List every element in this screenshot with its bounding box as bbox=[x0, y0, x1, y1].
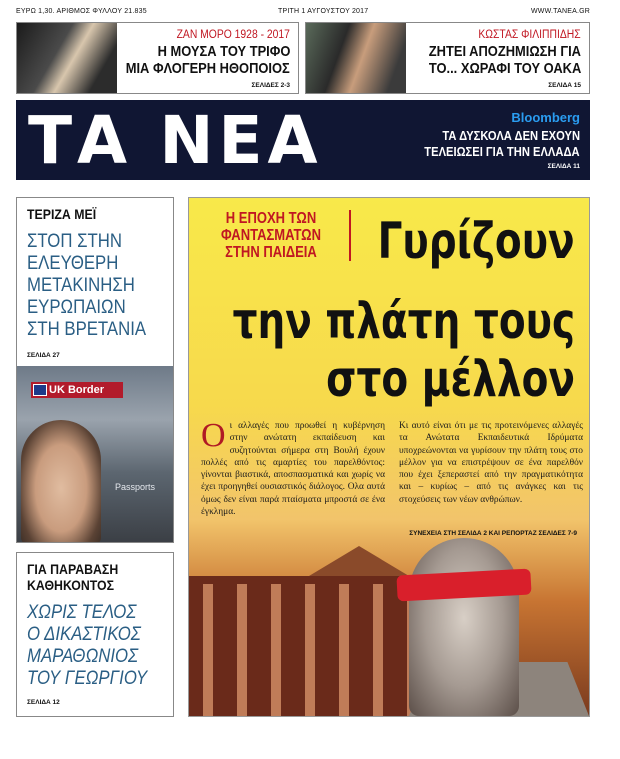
lead-kicker-line: ΦΑΝΤΑΣΜΑΤΩΝ bbox=[220, 227, 322, 244]
teaser-headline-line: Η ΜΟΥΣΑ ΤΟΥ ΤΡΙΦΟ bbox=[157, 43, 290, 60]
lead-body-text: ι αλλαγές που προωθεί η κυβέρνηση στην ανώτατη εκπαίδευση και συζητούνται σήμερα στη Βουλή έχουν πολλές από τις αμαρτίες του παρελθόντος: γίνονται βιαστικά, αποσπασματικά και χωρίς να έχει προηγηθεί ουσιαστικός διάλογος. Ολα αυτά όμως δεν είναι παρά πταίσματα μπροστά σε ένα έγκλημα. bbox=[201, 421, 385, 518]
teaser-name: ΚΩΣΤΑΣ ΦΙΛΙΠΠΙΔΗΣ bbox=[478, 29, 581, 41]
issue-info-bar bbox=[16, 8, 590, 20]
building-column bbox=[339, 584, 349, 716]
union-flag-icon bbox=[33, 384, 47, 396]
lead-kicker-line: ΣΤΗΝ ΠΑΙΔΕΙΑ bbox=[225, 244, 317, 261]
side-story-photo bbox=[17, 366, 173, 543]
teaser-jeanne-moreau[interactable] bbox=[16, 22, 299, 94]
teaser-headline-line: ΖΗΤΕΙ ΑΠΟΖΗΜΙΩΣΗ ΓΙΑ bbox=[428, 43, 581, 60]
masthead-teaser-line: ΤΕΛΕΙΩΣΕΙ ΓΙΑ ΤΗΝ ΕΛΛΑΔΑ bbox=[424, 144, 580, 159]
teaser-page-ref: ΣΕΛΙΔΕΣ 2-3 bbox=[251, 82, 290, 89]
side-headline-line: ΜΑΡΑΘΩΝΙΟΣ bbox=[27, 645, 139, 667]
passports-sign: Passports bbox=[115, 482, 156, 492]
side-headline-line: Ο ΔΙΚΑΣΤΙΚΟΣ bbox=[27, 623, 141, 645]
drop-cap: Ο bbox=[201, 417, 226, 454]
teaser-filippidis[interactable] bbox=[305, 22, 590, 94]
lead-body-column bbox=[201, 417, 385, 518]
continuation-ref: ΣΥΝΕΧΕΙΑ ΣΤΗ ΣΕΛΙΔΑ 2 ΚΑΙ ΡΕΠΟΡΤΑΖ ΣΕΛΙΔΕΣ 7-9 bbox=[409, 530, 577, 537]
side-kicker: ΚΑΘΗΚΟΝΤΟΣ bbox=[27, 577, 115, 593]
lead-illustration bbox=[189, 538, 589, 716]
side-headline-line: ΣΤΗ ΒΡΕΤΑΝΙΑ bbox=[27, 318, 147, 340]
lead-headline-line: Γυρίζουν bbox=[377, 212, 575, 270]
side-page-ref: ΣΕΛΙΔΑ 12 bbox=[27, 699, 60, 706]
issue-date: ΤΡΙΤΗ 1 ΑΥΓΟΥΣΤΟΥ 2017 bbox=[278, 8, 369, 15]
side-story-may[interactable] bbox=[16, 197, 174, 543]
side-headline-line: ΜΕΤΑΚΙΝΗΣΗ bbox=[27, 274, 135, 296]
lead-headline-line: την πλάτη τους bbox=[232, 292, 575, 350]
side-kicker: ΓΙΑ ΠΑΡΑΒΑΣΗ bbox=[27, 561, 119, 577]
teaser-photo bbox=[306, 23, 406, 93]
lead-kicker bbox=[201, 210, 351, 261]
lead-story[interactable] bbox=[188, 197, 590, 717]
side-headline-line: ΤΟΥ ΓΕΩΡΓΙΟΥ bbox=[27, 667, 148, 689]
building-column bbox=[237, 584, 247, 716]
bloomberg-label: Bloomberg bbox=[511, 110, 580, 125]
side-headline-line: ΕΛΕΥΘΕΡΗ bbox=[27, 252, 119, 274]
side-headline-line: ΣΤΟΠ ΣΤΗΝ bbox=[27, 230, 122, 252]
building-column bbox=[305, 584, 315, 716]
website-link[interactable]: WWW.TANEA.GR bbox=[530, 8, 590, 15]
teaser-headline-line: ΜΙΑ ΦΛΟΓΕΡΗ ΗΘΟΠΟΙΟΣ bbox=[125, 60, 290, 77]
lead-kicker-line: Η ΕΠΟΧΗ ΤΩΝ bbox=[225, 210, 317, 227]
building-column bbox=[373, 584, 383, 716]
side-kicker: ΤΕΡΙΖΑ ΜΕΪ bbox=[27, 206, 97, 222]
masthead bbox=[16, 100, 590, 180]
price-issue-number: ΕΥΡΩ 1,30. ΑΡΙΘΜΟΣ ΦΥΛΛΟΥ 21.835 bbox=[16, 8, 147, 15]
lead-headline-line: στο μέλλον bbox=[326, 350, 575, 408]
lead-body-column bbox=[399, 420, 583, 506]
building-pediment bbox=[309, 546, 409, 576]
portrait-face bbox=[21, 420, 101, 543]
side-story-georgiou[interactable] bbox=[16, 552, 174, 717]
teaser-page-ref: ΣΕΛΙΔΑ 15 bbox=[548, 82, 581, 89]
masthead-page-ref: ΣΕΛΙΔΑ 11 bbox=[547, 163, 580, 170]
lead-body-text: Κι αυτό είναι ότι με τις προτεινόμενες αλλαγές τα Ανώτατα Εκπαιδευτικά Ιδρύματα υποχρεώνονται να γυρίσουν την πλάτη τους στο μέλλον για να επιστρέψουν σε ένα παρελθόν που έχει ξεπεραστεί από την πραγματικότητα και – κυρίως – από τις ανάγκες και τις στοχεύσεις των νέων ανθρώπων. bbox=[399, 421, 583, 505]
teaser-headline-line: ΤΟ... ΧΩΡΑΦΙ ΤΟΥ ΟΑΚΑ bbox=[428, 60, 581, 77]
teaser-photo bbox=[17, 23, 117, 93]
side-headline-line: ΕΥΡΩΠΑΙΩΝ bbox=[27, 296, 126, 318]
masthead-teaser-line: ΤΑ ΔΥΣΚΟΛΑ ΔΕΝ ΕΧΟΥΝ bbox=[442, 128, 580, 143]
teaser-name: ΖΑΝ ΜΟΡΟ 1928 - 2017 bbox=[176, 29, 290, 41]
side-headline-line: ΧΩΡΙΣ ΤΕΛΟΣ bbox=[27, 601, 137, 623]
building-column bbox=[203, 584, 213, 716]
uk-border-sign: UK Border bbox=[31, 382, 123, 398]
building-column bbox=[271, 584, 281, 716]
newspaper-logo: ΤΑ ΝΕΑ bbox=[28, 102, 323, 179]
statue-head bbox=[409, 538, 519, 716]
side-page-ref: ΣΕΛΙΔΑ 27 bbox=[27, 352, 60, 359]
